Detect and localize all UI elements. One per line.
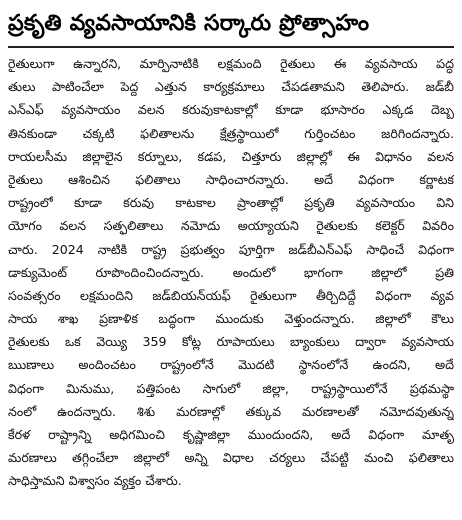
article-line: యోగం వలన సత్ఫలితాలు నమోదు అయ్యాయని రైతులకు కలెక్టర్‌ వివరిం — [8, 218, 454, 234]
article-line: సంవత్సరం లక్షమందిని జడ్‌బియన్‌యఫ్‌ రైతులుగా తీర్చిదిద్దే విధంగా వ్యవ — [8, 287, 454, 303]
article-line: మరణాలు తగ్గించేలా జిల్లాలో అన్ని విధాల చర్యలు చేపట్టి మంచి ఫలితాలు — [8, 450, 454, 466]
article-headline: ప్రకృతి వ్యవసాయానికి సర్కారు ప్రోత్సాహం — [8, 11, 370, 36]
article-line: రైతులు ఆశించిన ఫలితాలు సాధించారన్నారు. అదే విధంగా కర్ణాటక — [8, 171, 454, 187]
article-line: రైతులుగా ఉన్నారని, మార్పినాటికి లక్షమంది రైతులు ఈ వ్యవసాయ పద్ధ — [8, 56, 454, 71]
headline-divider — [8, 46, 454, 48]
article-line: తులు పాటించేలా పెద్ద ఎత్తున కార్యక్రమాలు చేపడతామని తెలిపారు. జడ్‌బీ — [8, 79, 454, 95]
article-line: డాక్యుమెంట్‌ రూపొందించిందన్నారు. అందులో భాగంగా జిల్లాలో ప్రతి — [8, 264, 454, 280]
article-line: రాయలసీమ జిల్లాలైన కర్నూలు, కడప, చిత్తూరు జిల్లాల్లో ఈ విధానం వలన — [8, 148, 454, 164]
article-line: నంలో ఉందన్నారు. శిశు మరణాల్లో తక్కువ మరణాలతో నమోదవుతున్న — [8, 403, 454, 419]
article-line: సాధిస్తామని విశ్వాసం వ్యక్తం చేశారు. — [8, 473, 182, 489]
article-line: ఋణాలు అందించటం రాష్ట్రంలోనే మొదటి స్థానంలోనే ఉందని, అదే — [8, 357, 454, 373]
article-line: రాష్ట్రంలో కూడా కరువు కాటకాల ప్రాంతాల్లో ప్రకృతి వ్యవసాయం విని — [8, 195, 454, 211]
article-line: రైతులకు ఒక వెయ్యి 359 కోట్ల రూపాయలు బ్యాంకులు ద్వారా వ్యవసాయ — [8, 334, 454, 350]
article-line: సాయ శాఖ ప్రణాళిక బద్ధంగా ముందుకు వెళ్తుందన్నారు. జిల్లాలో కౌలు — [8, 311, 454, 327]
article-line: తినకుండా చక్కటి ఫలితాలను క్షేత్రస్థాయిలో గుర్తించటం జరిగిందన్నారు. — [8, 125, 454, 141]
article-body — [8, 52, 454, 493]
article-line: చారు. 2024 నాటికి రాష్ట్ర ప్రభుత్వం పూర్తిగా జడ్‌బీఎన్‌ఎఫ్‌ సాధించే విధంగా — [8, 241, 454, 257]
article-line: ఎన్‌ఎఫ్‌ వ్యవసాయం వలన కరువుకాటకాల్లో కూడా భూసారం ఎక్కడ దెబ్బ — [8, 102, 454, 118]
article-line: విధంగా మినుము, పత్తిపంట సాగులో జిల్లా, రాష్ట్రస్థాయిలోనే ప్రథమస్థా — [8, 380, 454, 396]
article-line: కేరళ రాష్ట్రాన్ని అధిగమించి కృష్ణాజిల్లా ముందుందని, అదే విధంగా మాతృ — [8, 427, 454, 442]
